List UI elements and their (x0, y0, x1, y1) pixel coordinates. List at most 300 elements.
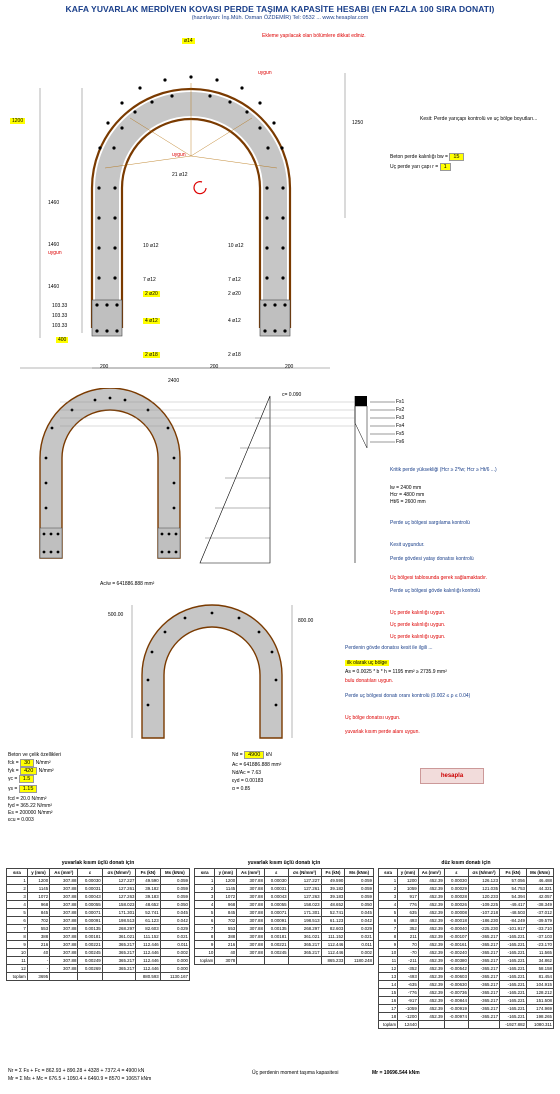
table-row (7, 941, 190, 949)
table-cell: 16 (379, 997, 398, 1005)
fs-label-1: Fs1 (396, 399, 405, 405)
table-row (195, 885, 374, 893)
column-header: y (mm) (27, 869, 49, 877)
table-cell: 365.217 (288, 941, 321, 949)
table-cell: 307.88 (50, 877, 78, 885)
table-cell: 9 (195, 941, 215, 949)
table-cell: 4 (195, 901, 215, 909)
reinf-line5: yuvarlak kısım perde alanı uygun. (345, 729, 420, 735)
table-cell: 635 (398, 909, 419, 917)
table-cell: 5 (379, 909, 398, 917)
table-cell: 82.603 (321, 925, 345, 933)
check1-line3: Ht/6 = 2600 mm (390, 499, 426, 505)
table-row (195, 925, 374, 933)
table-left-title: yuvarlak kısım üçlü donatı için (61, 860, 135, 866)
ok-label-2: uygun (172, 152, 186, 158)
table-cell: 11 (379, 957, 398, 965)
rebar-label-3: 7 ø12 (143, 277, 156, 283)
table-cell: 361.021 (102, 933, 136, 941)
page-title: KAFA YUVARLAK MERDİVEN KOVASI PERDE TAŞIMA KAPASİTE HESABI (EN FAZLA 100 SIRA DONATI) (65, 4, 495, 14)
mat-row-gc: γc = 1.5 (8, 776, 34, 782)
table-cell: 0.011 (160, 941, 189, 949)
bw-input[interactable]: 15 (449, 153, 463, 161)
table-cell: -37.103 (526, 933, 553, 941)
total-cell (102, 973, 136, 981)
dim-left-2: 1460 (48, 242, 60, 248)
table-cell: 39.182 (321, 885, 345, 893)
table-cell: 845 (215, 909, 237, 917)
table-cell: 46.488 (526, 877, 553, 885)
table-cell: 1145 (215, 885, 237, 893)
table-cell: 127.263 (102, 893, 136, 901)
bottom-dim-3: 200 (285, 364, 294, 370)
table-cell: 2 (379, 885, 398, 893)
table-cell: 0.00008 (444, 909, 468, 917)
table-cell: 0.00181 (264, 933, 288, 941)
column-header: As (mm²) (237, 869, 265, 877)
table-cell: 968 (27, 901, 49, 909)
table-cell: -211 (398, 957, 419, 965)
table-cell: -33.710 (526, 925, 553, 933)
column-header: sıra (195, 869, 215, 877)
column-header: Fs (kN) (321, 869, 345, 877)
table-row (195, 893, 374, 901)
area-note: Ac/w = 641886.888 mm² (100, 581, 155, 587)
table-cell: 452.39 (418, 885, 444, 893)
column-header: As (mm²) (50, 869, 78, 877)
total-cell: 3695 (27, 973, 49, 981)
table-cell: 121.035 (468, 885, 499, 893)
table-cell: 0.045 (345, 909, 374, 917)
gc-input[interactable]: 1.5 (19, 775, 35, 783)
rebar-label-4: 2 ø20 (145, 291, 158, 297)
table-cell: -165.221 (500, 941, 527, 949)
table-cell: 452.39 (418, 1013, 444, 1021)
reinf-line2-result: bulu donatıları uygun. (345, 678, 394, 684)
table-cell: -365.217 (468, 965, 499, 973)
table-cell: 365.217 (102, 949, 136, 957)
table-cell: 0.00029 (444, 885, 468, 893)
table-cell: 111.152 (321, 933, 345, 941)
table-cell: 0.00071 (78, 909, 102, 917)
table-cell: -1200 (398, 1013, 419, 1021)
table-cell: -186.230 (468, 917, 499, 925)
table-cell: -917 (398, 997, 419, 1005)
table-cell: -0.00736 (444, 989, 468, 997)
table-row (379, 885, 554, 893)
rebar-label-5: 4 ø12 (145, 318, 158, 324)
table-row (379, 949, 554, 957)
table-cell: 8 (195, 933, 215, 941)
rebar-label-2: 10 ø12 (143, 243, 159, 249)
check3-result: Uç bölgesi tablosunda gerek sağlamaktadır. (390, 575, 488, 581)
check4-title: Perde uç bölgesi gövde kalınlığı kontrolü (390, 588, 481, 594)
ok-label-3: uygun (48, 250, 62, 256)
table-cell: 307.88 (50, 885, 78, 893)
table-cell: 0.050 (160, 901, 189, 909)
rebar-label-1: 21 ø12 (172, 172, 188, 178)
table-cell: 10 (195, 949, 215, 957)
table-cell: 0.00245 (264, 949, 288, 957)
table-cell: 127.227 (288, 877, 321, 885)
table-cell: 365.217 (102, 941, 136, 949)
table-cell: 13 (379, 973, 398, 981)
table-cell: 702 (215, 917, 237, 925)
table-cell: 0.021 (160, 933, 189, 941)
table-row (379, 1005, 554, 1013)
table-row (379, 941, 554, 949)
table-mid (194, 868, 374, 965)
table-cell: 0.059 (345, 877, 374, 885)
table-cell: 8 (7, 933, 28, 941)
table-cell: 10 (379, 949, 398, 957)
table-cell: 307.88 (50, 965, 78, 973)
table-cell: 40 (215, 949, 237, 957)
table-cell: -365.217 (468, 933, 499, 941)
table-cell: -0.00240 (444, 949, 468, 957)
table-cell: 7 (195, 925, 215, 933)
table-cell: 127.227 (102, 877, 136, 885)
table-cell: 452.39 (418, 933, 444, 941)
table-cell: -84.249 (500, 917, 527, 925)
rebar-label-8: 7 ø12 (228, 277, 241, 283)
table-cell: 52.741 (136, 909, 160, 917)
page-subtitle: (hazırlayan: İnş.Müh. Osman ÖZDEMİR) Tel: 0532 ... www.hesaplar.com (191, 15, 369, 21)
table-cell: -0.00380 (444, 957, 468, 965)
table-cell: 111.152 (136, 933, 160, 941)
table-cell: -165.221 (500, 1005, 527, 1013)
table-cell: 70 (398, 941, 419, 949)
table-cell: -365.217 (468, 941, 499, 949)
table-cell: 1200 (215, 877, 237, 885)
column-header: y (mm) (398, 869, 419, 877)
nd-input[interactable]: 4900 (244, 751, 264, 759)
input-row-bw: Beton perde kalınlığı bw = 15 (390, 154, 464, 160)
table-cell: 452.39 (418, 981, 444, 989)
check4-result-3: Uç perde kalınlığı uygun. (390, 634, 446, 640)
table-cell: 112.446 (136, 957, 160, 965)
table-cell: 17 (379, 1005, 398, 1013)
table-cell: 1200 (398, 877, 419, 885)
table-cell: -365.217 (468, 989, 499, 997)
table-cell: 61.123 (321, 917, 345, 925)
table-cell: 0.059 (160, 893, 189, 901)
mat-row-fck: fck = 30 N/mm² (8, 760, 51, 766)
table-cell: 8 (379, 933, 398, 941)
input-row-r: Uç perde yarı çapı r = 1 (390, 164, 451, 170)
gs-input[interactable]: 1.15 (19, 785, 38, 793)
reinf-line4: Uç bölge donatısı uygun. (345, 715, 401, 721)
table-cell: 211 (398, 933, 419, 941)
r-input[interactable]: 1 (440, 163, 451, 171)
table-cell: 171.301 (288, 909, 321, 917)
check1-line2: Hcr = 4800 mm (390, 492, 425, 498)
table-cell: 11 (7, 957, 28, 965)
table-cell: 6 (195, 917, 215, 925)
table-cell: 112.446 (321, 949, 345, 957)
result-label: Üç perdenin moment taşıma kapasitesi (252, 1070, 339, 1076)
table-cell: 14 (379, 981, 398, 989)
table-cell: 452.39 (418, 901, 444, 909)
table-cell: 15 (379, 989, 398, 997)
table-cell: -48.503 (500, 909, 527, 917)
total-cell (468, 1021, 499, 1029)
table-row (195, 933, 374, 941)
table-cell: 0.00043 (264, 893, 288, 901)
mat-row-gs: γs = 1.15 (8, 786, 37, 792)
table-cell: -165.221 (500, 997, 527, 1005)
table-cell: 0.00221 (264, 941, 288, 949)
table-cell: 0.045 (160, 909, 189, 917)
table-cell: -49.417 (500, 901, 527, 909)
derived-1: fcd = 20.0 N/mm² (8, 796, 47, 802)
table-cell: 1059 (398, 885, 419, 893)
table-row (7, 901, 190, 909)
table-cell: 0.00091 (78, 917, 102, 925)
table-cell: 1 (7, 877, 28, 885)
table-cell: 216 (27, 941, 49, 949)
column-header: Ms (kNm) (160, 869, 189, 877)
table-cell: -365.217 (468, 1013, 499, 1021)
table-cell: 9 (379, 941, 398, 949)
mat-row-fyk: fyk = 420 N/mm² (8, 768, 54, 774)
table-row (7, 949, 190, 957)
total-cell: -1927.882 (500, 1021, 527, 1029)
total-row (195, 957, 374, 965)
table-cell: 553 (215, 925, 237, 933)
total-cell (418, 1021, 444, 1029)
table-cell: 127.263 (288, 893, 321, 901)
rebar-label-9: 2 ø20 (228, 291, 241, 297)
table-cell: 307.88 (237, 893, 265, 901)
table-cell: 0.00026 (444, 901, 468, 909)
total-cell: 12440 (398, 1021, 419, 1029)
table-cell: 452.39 (418, 909, 444, 917)
table-cell: 112.446 (136, 965, 160, 973)
table-cell: -0.00542 (444, 965, 468, 973)
table-cell: 968 (215, 901, 237, 909)
table-cell: 112.446 (321, 941, 345, 949)
check2-title: Perde uç bölgesi sargılama kontrolü (390, 520, 470, 526)
table-row (195, 909, 374, 917)
table-cell: -165.221 (500, 973, 527, 981)
fs-label-4: Fs4 (396, 423, 405, 429)
table-cell: -365.217 (468, 997, 499, 1005)
dim-left-1: 1460 (48, 200, 60, 206)
table-cell: 198.265 (526, 1013, 553, 1021)
table-cell: -165.221 (500, 957, 527, 965)
column-header: Fs (kN) (136, 869, 160, 877)
table-row (7, 917, 190, 925)
right-dim: 1250 (352, 120, 364, 126)
top-rebar-label: ø14 (184, 38, 193, 44)
check1-title: Kritik perde yüksekliği (Hcr ≥ 2*lw; Hcr ≥ Ht/6 ...) (390, 467, 497, 473)
table-cell: -165.221 (500, 981, 527, 989)
result-value: Mr = 10696.544 kNm (372, 1070, 420, 1076)
derived-3: Es = 200000 N/mm² (8, 810, 53, 816)
table-cell: 7 (379, 925, 398, 933)
calculate-button[interactable]: hesapla (420, 768, 484, 784)
table-right-title: düz kısım donatı için (441, 860, 491, 866)
table-cell: 127.261 (102, 885, 136, 893)
table-cell: 0.042 (160, 917, 189, 925)
table-cell: -0.00107 (444, 933, 468, 941)
table-cell: -365.217 (468, 981, 499, 989)
table-cell: 1 (379, 877, 398, 885)
table-cell: 307.88 (50, 893, 78, 901)
nd-line-2: Nd/Ac = 7.63 (232, 770, 262, 776)
table-cell: 0.059 (345, 885, 374, 893)
red-note: Ekleme yapılacak olan bölümlere dikkat ediniz. (262, 33, 366, 39)
table-cell: 0.00091 (264, 917, 288, 925)
fs-label-5: Fs5 (396, 431, 405, 437)
table-cell: 307.88 (237, 949, 265, 957)
table-row (195, 877, 374, 885)
table-cell: 44.321 (526, 885, 553, 893)
table-cell: -0.00161 (444, 941, 468, 949)
arch-section-drawing (0, 590, 400, 740)
column-header: sıra (379, 869, 398, 877)
table-cell: -365.217 (468, 1005, 499, 1013)
table-row (379, 957, 554, 965)
table-cell: 0.00135 (264, 925, 288, 933)
total-cell: 3078 (215, 957, 237, 965)
table-cell: 452.39 (418, 1005, 444, 1013)
table-cell: 18 (379, 1013, 398, 1021)
table-cell: 268.297 (102, 925, 136, 933)
table-row (7, 909, 190, 917)
table-row (379, 1013, 554, 1021)
fs-label-6: Fs6 (396, 439, 405, 445)
table-cell: -365.217 (468, 949, 499, 957)
table-cell: 307.88 (237, 901, 265, 909)
column-header: ε (444, 869, 468, 877)
table-cell: 452.39 (418, 941, 444, 949)
table-cell: 61.123 (136, 917, 160, 925)
total-label: toplam (379, 1021, 398, 1029)
column-header: As (mm²) (418, 869, 444, 877)
table-cell: -0.00844 (444, 997, 468, 1005)
dim-left-3: 1460 (48, 284, 60, 290)
table-cell: 4 (379, 901, 398, 909)
table-cell: 1200 (27, 877, 49, 885)
column-header: sıra (7, 869, 28, 877)
table-cell: -39.579 (526, 917, 553, 925)
total-cell: 1180.248 (345, 957, 374, 965)
table-cell: -37.012 (526, 909, 553, 917)
table-cell: -70 (398, 949, 419, 957)
rebar-label-7: 10 ø12 (228, 243, 244, 249)
fs-label-2: Fs2 (396, 407, 405, 413)
column-header: σs (N/mm²) (102, 869, 136, 877)
total-width: 2400 (168, 378, 180, 384)
nd-row: Nd = 4900 kN (232, 752, 272, 758)
table-cell: 702 (27, 917, 49, 925)
table-cell: 307.88 (237, 941, 265, 949)
table-row (7, 957, 190, 965)
table-cell: 120.233 (468, 893, 499, 901)
section-stress-drawing (0, 388, 560, 588)
check4-result-2: Uç perde kalınlığı uygun. (390, 622, 446, 628)
table-cell: 1 (195, 877, 215, 885)
neutral-axis-label: c= 0.090 (282, 392, 302, 398)
table-cell: 0.00181 (78, 933, 102, 941)
table-cell: 493 (398, 917, 419, 925)
total-cell: 880.593 (136, 973, 160, 981)
table-cell: 39.182 (136, 885, 160, 893)
total-cell (264, 957, 288, 965)
table-cell: 81.454 (526, 973, 553, 981)
table-cell: 2 (195, 885, 215, 893)
table-cell: 112.446 (136, 949, 160, 957)
dim-left-7: 400 (58, 337, 67, 343)
table-cell: 0.00030 (264, 877, 288, 885)
table-cell: 452.39 (418, 877, 444, 885)
table-cell: 7 (7, 925, 28, 933)
table-cell: -225.230 (468, 925, 499, 933)
table-cell: -0.00919 (444, 1005, 468, 1013)
dim-left-4: 103.33 (52, 303, 68, 309)
table-row (7, 933, 190, 941)
table-cell: 174.969 (526, 1005, 553, 1013)
table-row (7, 877, 190, 885)
table-cell: 12 (7, 965, 28, 973)
table-cell: -365.217 (468, 973, 499, 981)
table-cell: 1072 (215, 893, 237, 901)
table-row (379, 965, 554, 973)
table-cell: 158.023 (288, 901, 321, 909)
table-row (379, 917, 554, 925)
table-cell: 307.88 (237, 885, 265, 893)
table-cell: 42.057 (526, 893, 553, 901)
table-cell: 0.00031 (264, 885, 288, 893)
column-header: Fs (kN) (500, 869, 527, 877)
table-cell: 58.158 (526, 965, 553, 973)
table-cell: 917 (398, 893, 419, 901)
table-cell: 268.297 (288, 925, 321, 933)
column-header: ε (264, 869, 288, 877)
table-mid-title: yuvarlak kısım üçlü donatı için (247, 860, 321, 866)
fck-input[interactable]: 30 (20, 759, 34, 767)
table-cell: 34.862 (526, 957, 553, 965)
table-cell: 365.217 (102, 957, 136, 965)
table-cell: 0.00055 (264, 901, 288, 909)
materials-title: Beton ve çelik özellikleri (8, 752, 62, 758)
reinf-yellow: ilk olarak uç bölge (347, 660, 388, 666)
table-row (7, 925, 190, 933)
table-cell: 452.39 (418, 973, 444, 981)
table-cell: 0.00269 (78, 965, 102, 973)
table-cell: 452.39 (418, 925, 444, 933)
table-cell: 0.011 (345, 941, 374, 949)
table-row (195, 941, 374, 949)
arch-dim-right: 800.00 (298, 618, 314, 624)
table-cell: 365.217 (102, 965, 136, 973)
table-cell: 452.39 (418, 917, 444, 925)
table-cell: 0.029 (160, 925, 189, 933)
table-cell: -165.221 (500, 989, 527, 997)
table-row (379, 973, 554, 981)
table-cell: 452.39 (418, 957, 444, 965)
table-cell: 0.00031 (78, 885, 102, 893)
table-row (195, 901, 374, 909)
derived-2: fyd = 365.22 N/mm² (8, 803, 53, 809)
fyk-input[interactable]: 420 (20, 767, 37, 775)
reinf-line2: As = 0.0025 * b * h = 1195 mm² ≥ 2735.9 mm² (345, 669, 447, 675)
table-cell: -101.917 (500, 925, 527, 933)
column-header: ε (78, 869, 102, 877)
ok-label-1: uygun (258, 70, 272, 76)
